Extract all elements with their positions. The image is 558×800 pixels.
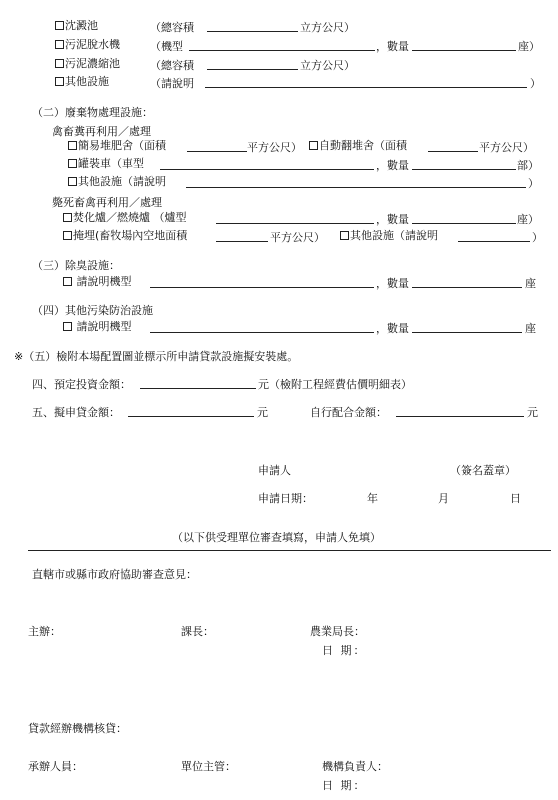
sed-tank-volume-field[interactable] <box>207 19 298 32</box>
incinerator-row <box>63 211 187 225</box>
waste-other2-field[interactable] <box>458 229 530 242</box>
pollution-checkbox[interactable] <box>63 322 72 331</box>
thickener-volume-field[interactable] <box>207 57 298 70</box>
truck-unit: 部） <box>517 159 539 172</box>
sed-tank-label: 沈澱池 <box>65 19 98 32</box>
dewater-checkbox[interactable] <box>55 40 64 49</box>
officer-label: 主辦： <box>28 625 61 638</box>
dewater-qty: ，數量 <box>376 40 409 53</box>
section-chief-label: 課長： <box>181 625 214 638</box>
review-date-label: 日 期： <box>322 644 367 657</box>
other-facility-label: 其他設施 <box>65 75 109 88</box>
waste-other2-row <box>340 229 438 243</box>
pollution-row <box>63 320 132 334</box>
burial-unit: 平方公尺） <box>270 231 325 244</box>
dewater-unit: 座） <box>518 40 540 53</box>
auto-turner-area-field[interactable] <box>428 139 478 152</box>
waste-other-checkbox[interactable] <box>68 177 77 186</box>
date-month: 月 <box>438 492 449 505</box>
pollution-label: 請說明機型 <box>76 320 132 333</box>
investment-unit: 元（檢附工程經費估價明細表） <box>258 378 412 391</box>
gov-review-label: 直轄市或縣市政府協助審查意見： <box>32 568 197 581</box>
burial-checkbox[interactable] <box>63 231 72 240</box>
thickener-checkbox[interactable] <box>55 59 64 68</box>
incinerator-checkbox[interactable] <box>63 213 72 222</box>
date-day: 日 <box>510 492 521 505</box>
office-use-note: （以下供受理單位審查填寫，申請人免填） <box>172 531 381 544</box>
self-funding-field[interactable] <box>396 404 524 417</box>
pollution-qty: ，數量 <box>376 322 409 335</box>
odor-unit: 座 <box>525 277 536 290</box>
incinerator-qty-field[interactable] <box>412 211 516 224</box>
self-funding-unit: 元 <box>527 406 538 419</box>
investment-amount-field[interactable] <box>140 376 256 389</box>
loan-amount-field[interactable] <box>128 404 254 417</box>
burial-area-field[interactable] <box>216 229 268 242</box>
simple-compost-row <box>68 139 166 153</box>
simple-compost-area-field[interactable] <box>187 139 247 152</box>
sed-tank-row <box>55 19 98 33</box>
waste-other-row <box>68 175 166 189</box>
bank-date-label: 日 期： <box>322 779 367 792</box>
pollution-model-field[interactable] <box>150 320 374 333</box>
truck-label: 罐裝車（車型 <box>78 157 144 170</box>
truck-model-field[interactable] <box>160 157 374 170</box>
incinerator-model-field[interactable] <box>216 211 374 224</box>
signature-seal: （簽名蓋章） <box>450 464 516 477</box>
incinerator-unit: 座） <box>517 213 539 226</box>
attachment-note: ※（五）檢附本場配置圖並標示所申請貸款設施擬安裝處。 <box>14 350 299 363</box>
dewater-row <box>55 38 120 52</box>
pollution-qty-field[interactable] <box>412 320 522 333</box>
simple-compost-unit: 平方公尺） <box>247 141 302 154</box>
incinerator-label: 焚化爐／燃燒爐 （爐型 <box>73 211 187 224</box>
dewater-spec: （機型 <box>150 40 183 53</box>
application-date-label: 申請日期： <box>258 492 313 505</box>
auto-turner-label: 自動翻堆舍（面積 <box>319 139 407 152</box>
simple-compost-checkbox[interactable] <box>68 141 77 150</box>
other-facility-field[interactable] <box>205 75 527 88</box>
odor-row <box>63 275 132 289</box>
odor-heading: （三）除臭設施： <box>32 259 120 272</box>
other-facility-close: ） <box>530 77 541 90</box>
applicant-label: 申請人 <box>258 464 291 477</box>
odor-qty: ，數量 <box>376 277 409 290</box>
sed-tank-unit: 立方公尺） <box>300 21 355 34</box>
truck-row <box>68 157 144 171</box>
other-facility-row <box>55 75 109 89</box>
waste-other2-checkbox[interactable] <box>340 231 349 240</box>
waste-other2-label: 其他設施（請說明 <box>350 229 438 242</box>
sed-tank-checkbox[interactable] <box>55 21 64 30</box>
loan-label: 五、擬申貸金額： <box>32 406 120 419</box>
waste-other-label: 其他設施（請說明 <box>78 175 166 188</box>
thickener-row <box>55 57 120 71</box>
dewater-model-field[interactable] <box>189 38 375 51</box>
manure-title: 禽畜糞再利用／處理 <box>52 125 151 138</box>
thickener-spec: （總容積 <box>150 59 194 72</box>
self-funding-label: 自行配合金額： <box>310 406 387 419</box>
thickener-label: 污泥濃縮池 <box>65 57 120 70</box>
truck-checkbox[interactable] <box>68 159 77 168</box>
incinerator-qty: ，數量 <box>376 213 409 226</box>
dewater-label: 污泥脫水機 <box>65 38 120 51</box>
truck-qty-field[interactable] <box>412 157 516 170</box>
waste-other2-close: ） <box>532 231 543 244</box>
odor-model-field[interactable] <box>150 275 374 288</box>
odor-label: 請說明機型 <box>76 275 132 288</box>
dead-animal-title: 斃死畜禽再利用／處理 <box>52 196 162 209</box>
auto-turner-unit: 平方公尺） <box>479 141 534 154</box>
odor-checkbox[interactable] <box>63 277 72 286</box>
waste-other-close: ） <box>528 177 539 190</box>
burial-row <box>63 229 187 243</box>
burial-label: 掩埋(畜牧場內空地面積 <box>73 229 188 242</box>
simple-compost-label: 簡易堆肥舍（面積 <box>78 139 166 152</box>
sed-tank-spec: （總容積 <box>150 21 194 34</box>
dewater-qty-field[interactable] <box>412 38 516 51</box>
bank-review-label: 貸款經辦機構核貸： <box>28 722 127 735</box>
other-facility-spec: （請說明 <box>150 77 194 90</box>
waste-other-field[interactable] <box>186 175 526 188</box>
loan-unit: 元 <box>257 406 268 419</box>
odor-qty-field[interactable] <box>412 275 522 288</box>
director-label: 農業局長： <box>310 625 365 638</box>
thickener-unit: 立方公尺） <box>300 59 355 72</box>
date-year: 年 <box>367 492 378 505</box>
head-label: 機構負責人： <box>322 760 388 773</box>
supervisor-label: 單位主管： <box>181 760 236 773</box>
investment-label: 四、預定投資金額： <box>32 378 131 391</box>
section-divider <box>28 550 551 551</box>
pollution-heading: （四）其他污染防治設施 <box>32 304 153 317</box>
waste-heading: （二）廢棄物處理設施： <box>32 106 153 119</box>
handler-label: 承辦人員： <box>28 760 83 773</box>
other-facility-checkbox[interactable] <box>55 77 64 86</box>
auto-turner-row <box>309 139 407 153</box>
truck-qty: ，數量 <box>376 159 409 172</box>
auto-turner-checkbox[interactable] <box>309 141 318 150</box>
pollution-unit: 座 <box>525 322 536 335</box>
